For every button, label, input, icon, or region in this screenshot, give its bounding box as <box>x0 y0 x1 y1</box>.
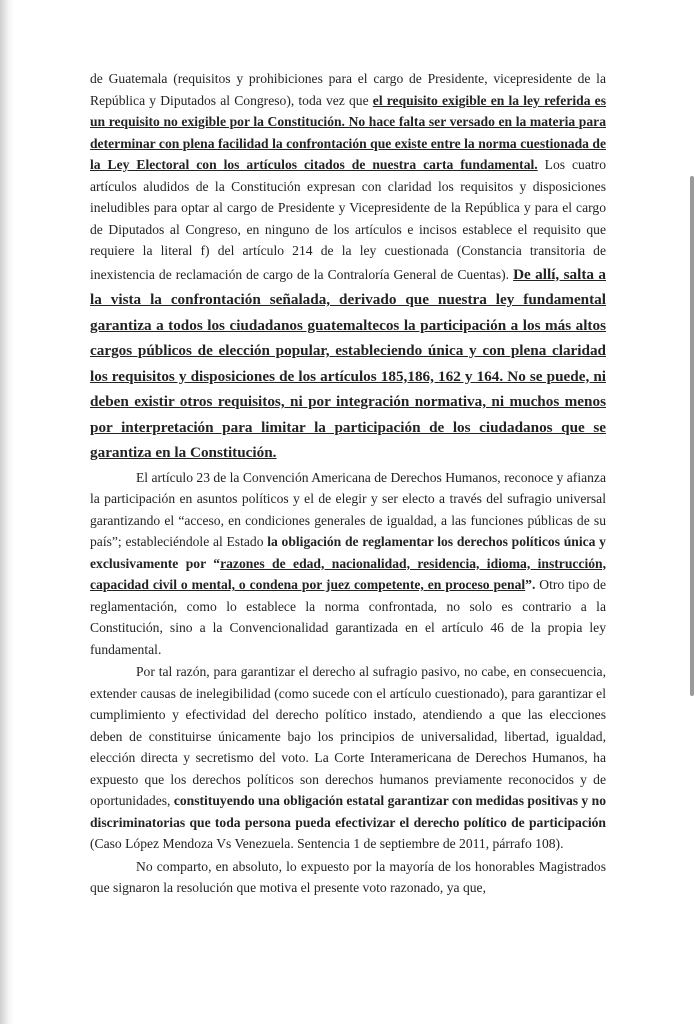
paragraph-2-text-2: Otro tipo de reglamentación, como lo establece la norma confrontada, no solo es contrario a la Constitución, sino a la Convencionalidad garantizada en el artículo 46 de la propia ley fundamental. <box>90 577 606 657</box>
paragraph-4 <box>90 856 606 899</box>
paragraph-1-underlined-1: el requisito exigible en la ley referida es un requisito no exigible por la Constitución. No hace falta ser versado en la materia para determinar con plena facilidad la confrontación que existe entre la norma cuestionada de la Ley Electoral con los artículos citados de nuestra carta fundamental. <box>90 92 606 172</box>
paragraph-2-bold-1: la obligación de reglamentar los derechos políticos única y exclusivamente por “ <box>90 534 606 571</box>
paragraph-3 <box>90 661 606 855</box>
paragraph-3-bold: constituyendo una obligación estatal garantizar con medidas positivas y no discriminatorias que toda persona pueda efectivizar el derecho político de participación <box>90 793 606 830</box>
paragraph-1-text-1: de Guatemala (requisitos y prohibiciones para el cargo de Presidente, vicepresidente de la República y Diputados al Congreso), toda vez que <box>90 71 606 108</box>
paragraph-1-text-2: Los cuatro artículos aludidos de la Constitución expresan con claridad los requisitos y disposiciones ineludibles para optar al cargo de Presidente y Vicepresidente de la República y para el cargo de Diputados al Congreso, en ninguno de los artículos e incisos establece el requisito que requiere la literal f) del artículo 214 de la ley cuestionada (Constancia transitoria de inexistencia de reclamación de cargo de la Contraloría General de Cuentas). <box>90 157 606 282</box>
paragraph-3-text-1: Por tal razón, para garantizar el derecho al sufragio pasivo, no cabe, en consecuencia, extender causas de inelegibilidad (como sucede con el artículo cuestionado), para garantizar el cumplimiento y efectividad del derecho político instado, atendiendo a que las elecciones deben de constituirse únicamente bajo los principios de universalidad, libertad, igualdad, elección directa y secretismo del voto. La Corte Interamericana de Derechos Humanos, ha expuesto que los derechos políticos son derechos humanos previamente reconocidos y de oportunidades, <box>90 664 606 808</box>
paragraph-1-emphasis: De allí, salta a la vista la confrontación señalada, derivado que nuestra ley fundamental garantiza a todos los ciudadanos guatemaltecos la participación a los más altos cargos públicos de elección popular, estableciendo única y con plena claridad los requisitos y disposiciones de los artículos 185,186, 162 y 164. No se puede, ni deben existir otros requisitos, ni por integración normativa, ni muchos menos por interpretación para limitar la participación de los ciudadanos que se garantiza en la Constitución. <box>90 265 606 461</box>
paragraph-2-text-1: El artículo 23 de la Convención Americana de Derechos Humanos, reconoce y afianza la participación en asuntos políticos y el de elegir y ser electo a través del sufragio universal garantizando el “acceso, en condiciones generales de igualdad, a las funciones públicas de su país”; estableciéndole al Estado <box>90 469 606 549</box>
paragraph-2 <box>90 467 606 661</box>
paragraph-1 <box>90 68 606 466</box>
paragraph-2-underlined-quote: razones de edad, nacionalidad, residencia, idioma, instrucción, capacidad civil o mental, o condena por juez competente, en proceso penal <box>90 555 606 592</box>
vertical-scrollbar[interactable] <box>690 176 694 696</box>
document-body <box>90 68 606 899</box>
paragraph-3-text-2: (Caso López Mendoza Vs Venezuela. Sentencia 1 de septiembre de 2011, párrafo 108). <box>90 836 564 851</box>
paragraph-4-text-1: No comparto, en absoluto, lo expuesto por la mayoría de los honorables Magistrados que signaron la resolución que motiva el presente voto razonado, ya que, <box>90 858 606 895</box>
page-edge-shadow <box>0 0 14 1024</box>
paragraph-2-bold-2: ”. <box>525 577 536 592</box>
